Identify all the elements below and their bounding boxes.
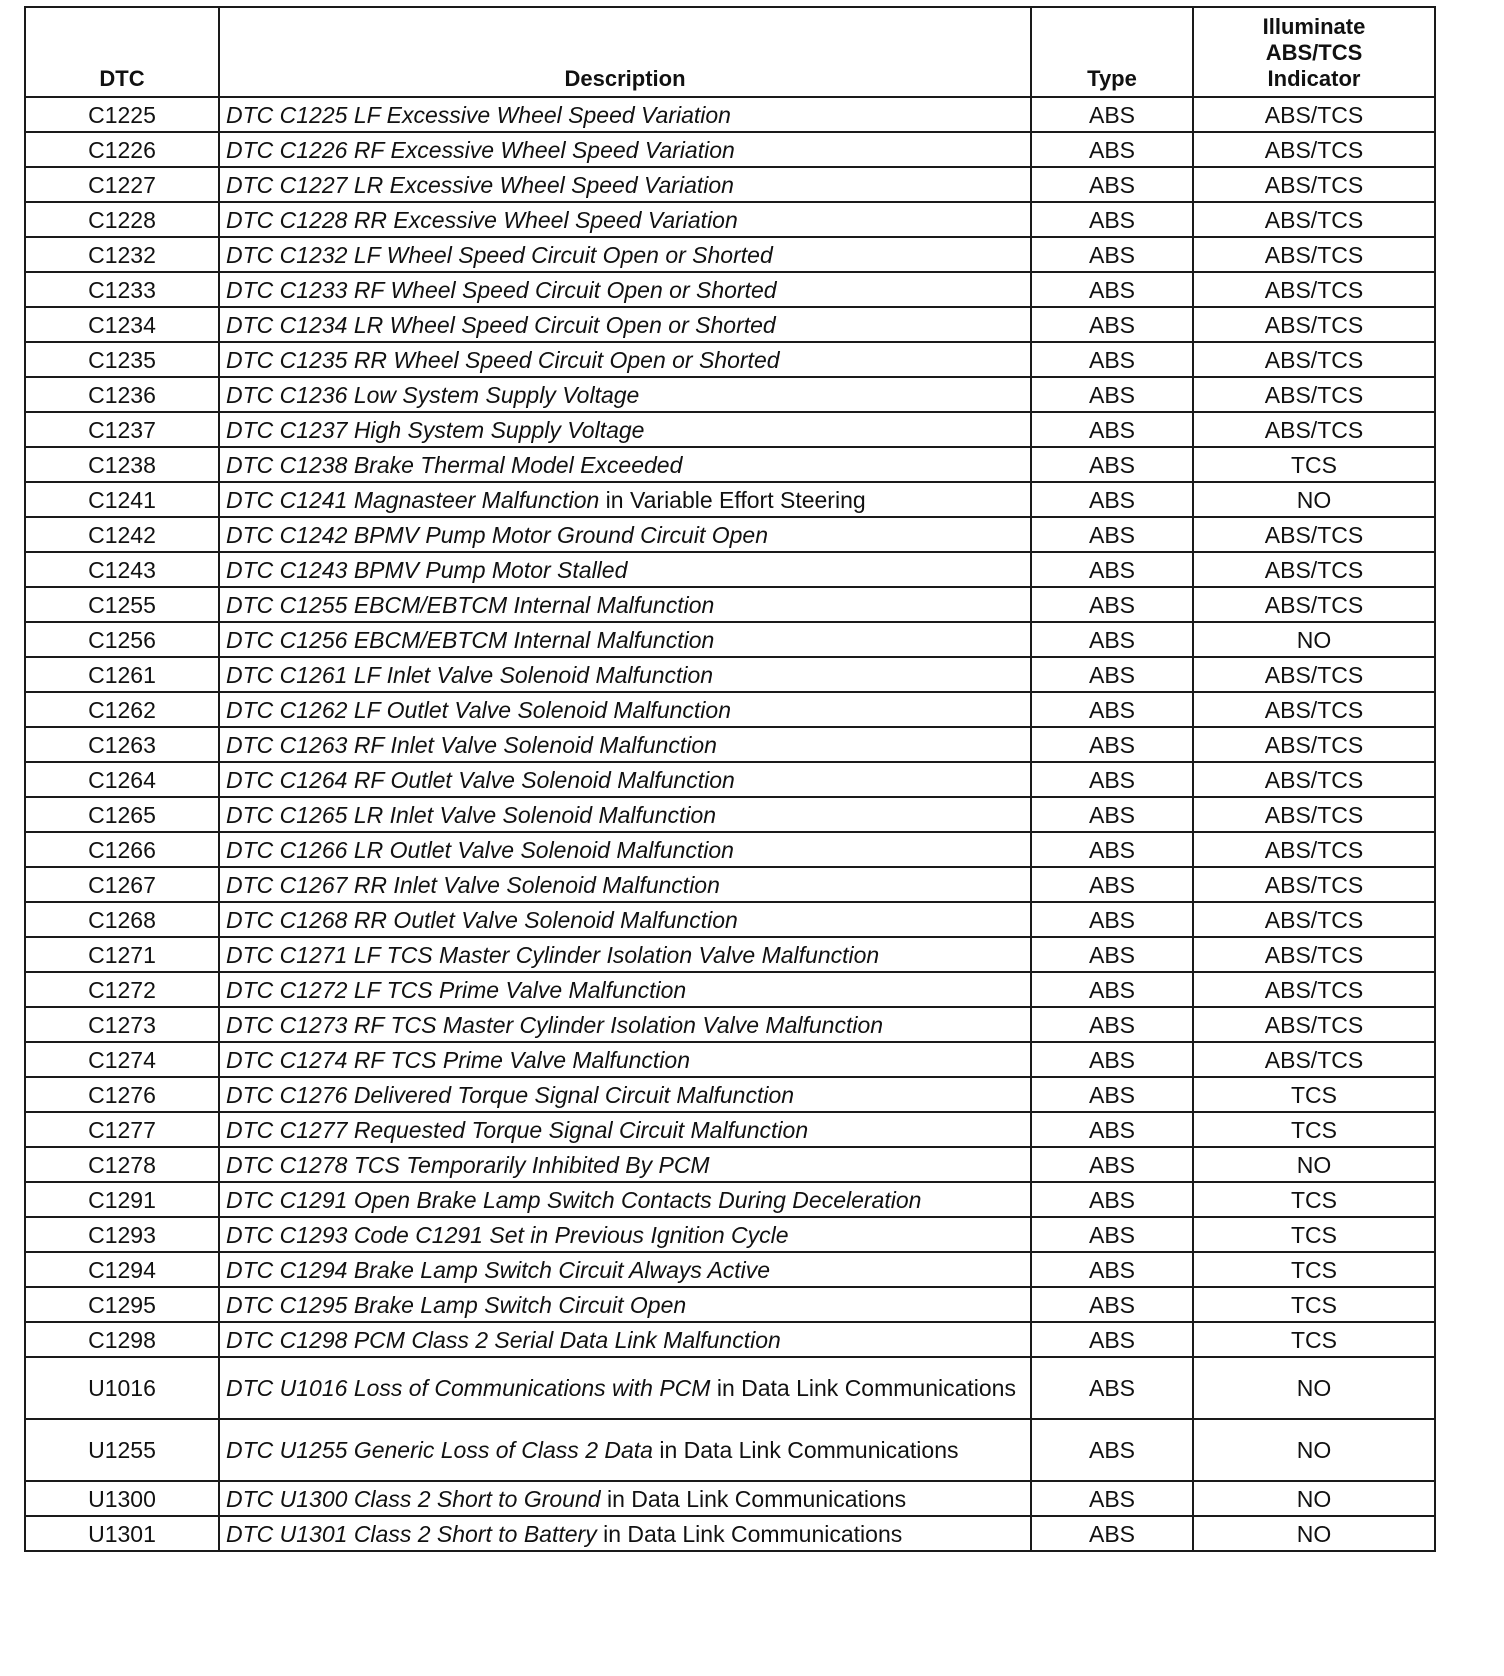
description-cell bbox=[219, 1481, 1031, 1516]
table-row bbox=[25, 552, 1435, 587]
description-cell bbox=[219, 762, 1031, 797]
table-row bbox=[25, 97, 1435, 132]
indicator-cell: NO bbox=[1193, 1147, 1435, 1182]
description-link-text: DTC C1264 RF Outlet Valve Solenoid Malfunction bbox=[226, 766, 735, 793]
dtc-code-cell: C1294 bbox=[25, 1252, 219, 1287]
dtc-code-cell: C1264 bbox=[25, 762, 219, 797]
table-row bbox=[25, 1042, 1435, 1077]
dtc-code-cell: C1233 bbox=[25, 272, 219, 307]
table-row bbox=[25, 272, 1435, 307]
indicator-cell: TCS bbox=[1193, 1182, 1435, 1217]
table-row bbox=[25, 762, 1435, 797]
header-dtc: DTC bbox=[25, 7, 219, 97]
indicator-cell: ABS/TCS bbox=[1193, 97, 1435, 132]
description-cell bbox=[219, 1182, 1031, 1217]
type-cell: ABS bbox=[1031, 272, 1193, 307]
type-cell: ABS bbox=[1031, 202, 1193, 237]
indicator-cell: ABS/TCS bbox=[1193, 272, 1435, 307]
indicator-cell: ABS/TCS bbox=[1193, 552, 1435, 587]
dtc-code-cell: C1271 bbox=[25, 937, 219, 972]
header-indicator-line3: Indicator bbox=[1267, 66, 1361, 91]
indicator-cell: ABS/TCS bbox=[1193, 377, 1435, 412]
dtc-code-cell: C1272 bbox=[25, 972, 219, 1007]
indicator-cell: ABS/TCS bbox=[1193, 902, 1435, 937]
indicator-cell: ABS/TCS bbox=[1193, 797, 1435, 832]
type-cell: ABS bbox=[1031, 552, 1193, 587]
indicator-cell: TCS bbox=[1193, 1252, 1435, 1287]
indicator-cell: TCS bbox=[1193, 1112, 1435, 1147]
table-row bbox=[25, 692, 1435, 727]
type-cell: ABS bbox=[1031, 762, 1193, 797]
description-link-text: DTC C1232 LF Wheel Speed Circuit Open or Shorted bbox=[226, 241, 773, 268]
description-cell bbox=[219, 307, 1031, 342]
type-cell: ABS bbox=[1031, 1112, 1193, 1147]
indicator-cell: ABS/TCS bbox=[1193, 202, 1435, 237]
table-row bbox=[25, 307, 1435, 342]
table-row bbox=[25, 1077, 1435, 1112]
description-cell bbox=[219, 902, 1031, 937]
description-link-text: DTC C1291 Open Brake Lamp Switch Contacts During Deceleration bbox=[226, 1186, 922, 1213]
type-cell: ABS bbox=[1031, 1419, 1193, 1481]
description-cell bbox=[219, 167, 1031, 202]
table-row bbox=[25, 1182, 1435, 1217]
dtc-code-cell: C1256 bbox=[25, 622, 219, 657]
description-link-text: DTC C1256 EBCM/EBTCM Internal Malfunction bbox=[226, 626, 715, 653]
table-row bbox=[25, 902, 1435, 937]
description-cell bbox=[219, 937, 1031, 972]
description-link-text: DTC C1266 LR Outlet Valve Solenoid Malfunction bbox=[226, 836, 734, 863]
type-cell: ABS bbox=[1031, 1217, 1193, 1252]
dtc-code-cell: C1255 bbox=[25, 587, 219, 622]
indicator-cell: ABS/TCS bbox=[1193, 132, 1435, 167]
table-body bbox=[25, 97, 1435, 1551]
description-cell bbox=[219, 622, 1031, 657]
description-suffix-text: in Data Link Communications bbox=[652, 1437, 959, 1463]
description-cell bbox=[219, 1516, 1031, 1551]
description-cell bbox=[219, 412, 1031, 447]
table-row bbox=[25, 202, 1435, 237]
dtc-code-cell: C1235 bbox=[25, 342, 219, 377]
type-cell: ABS bbox=[1031, 867, 1193, 902]
indicator-cell: ABS/TCS bbox=[1193, 517, 1435, 552]
type-cell: ABS bbox=[1031, 377, 1193, 412]
table-row bbox=[25, 482, 1435, 517]
description-link-text: DTC C1236 Low System Supply Voltage bbox=[226, 381, 640, 408]
description-suffix-text: in Variable Effort Steering bbox=[599, 486, 866, 513]
description-cell bbox=[219, 377, 1031, 412]
type-cell: ABS bbox=[1031, 167, 1193, 202]
dtc-code-cell: C1266 bbox=[25, 832, 219, 867]
table-row bbox=[25, 447, 1435, 482]
table-header bbox=[25, 7, 1435, 97]
table-row bbox=[25, 797, 1435, 832]
indicator-cell: TCS bbox=[1193, 1287, 1435, 1322]
type-cell: ABS bbox=[1031, 307, 1193, 342]
table-row bbox=[25, 237, 1435, 272]
table-row bbox=[25, 517, 1435, 552]
dtc-code-cell: C1267 bbox=[25, 867, 219, 902]
dtc-code-cell: C1273 bbox=[25, 1007, 219, 1042]
description-cell bbox=[219, 1007, 1031, 1042]
indicator-cell: ABS/TCS bbox=[1193, 657, 1435, 692]
description-link-text: DTC C1255 EBCM/EBTCM Internal Malfunction bbox=[226, 591, 715, 618]
dtc-code-cell: C1225 bbox=[25, 97, 219, 132]
table-row bbox=[25, 587, 1435, 622]
type-cell: ABS bbox=[1031, 1322, 1193, 1357]
description-cell bbox=[219, 97, 1031, 132]
description-link-text: DTC C1262 LF Outlet Valve Solenoid Malfunction bbox=[226, 696, 731, 723]
description-link-text: DTC C1242 BPMV Pump Motor Ground Circuit Open bbox=[226, 521, 768, 548]
description-link-text: DTC C1241 Magnasteer Malfunction bbox=[226, 486, 600, 513]
table-row bbox=[25, 727, 1435, 762]
description-cell bbox=[219, 1357, 1031, 1419]
description-link-text: DTC C1276 Delivered Torque Signal Circuit Malfunction bbox=[226, 1081, 795, 1108]
description-link-text: DTC C1226 RF Excessive Wheel Speed Variation bbox=[226, 136, 735, 163]
description-link-text: DTC C1278 TCS Temporarily Inhibited By PCM bbox=[226, 1151, 710, 1178]
indicator-cell: TCS bbox=[1193, 1217, 1435, 1252]
description-cell bbox=[219, 692, 1031, 727]
dtc-code-cell: C1293 bbox=[25, 1217, 219, 1252]
description-link-text: DTC C1298 PCM Class 2 Serial Data Link Malfunction bbox=[226, 1326, 781, 1353]
description-link-text: DTC C1273 RF TCS Master Cylinder Isolation Valve Malfunction bbox=[226, 1011, 884, 1038]
type-cell: ABS bbox=[1031, 1357, 1193, 1419]
dtc-code-cell: C1227 bbox=[25, 167, 219, 202]
description-link-text: DTC C1295 Brake Lamp Switch Circuit Open bbox=[226, 1291, 687, 1318]
description-cell bbox=[219, 342, 1031, 377]
header-indicator-line1: Illuminate bbox=[1262, 14, 1366, 39]
type-cell: ABS bbox=[1031, 937, 1193, 972]
indicator-cell: NO bbox=[1193, 482, 1435, 517]
indicator-cell: TCS bbox=[1193, 447, 1435, 482]
table-row bbox=[25, 132, 1435, 167]
table-row bbox=[25, 1357, 1435, 1419]
description-cell bbox=[219, 202, 1031, 237]
description-cell bbox=[219, 1042, 1031, 1077]
description-cell bbox=[219, 1419, 1031, 1481]
header-type: Type bbox=[1031, 7, 1193, 97]
table-row bbox=[25, 1112, 1435, 1147]
type-cell: ABS bbox=[1031, 832, 1193, 867]
table-row bbox=[25, 1007, 1435, 1042]
description-link-text: DTC U1016 Loss of Communications with PCM bbox=[226, 1375, 711, 1401]
type-cell: ABS bbox=[1031, 1287, 1193, 1322]
table-row bbox=[25, 1481, 1435, 1516]
description-link-text: DTC C1277 Requested Torque Signal Circuit Malfunction bbox=[226, 1116, 809, 1143]
dtc-code-cell: C1291 bbox=[25, 1182, 219, 1217]
type-cell: ABS bbox=[1031, 1252, 1193, 1287]
description-cell bbox=[219, 727, 1031, 762]
indicator-cell: NO bbox=[1193, 622, 1435, 657]
indicator-cell: NO bbox=[1193, 1419, 1435, 1481]
type-cell: ABS bbox=[1031, 587, 1193, 622]
type-cell: ABS bbox=[1031, 132, 1193, 167]
dtc-code-cell: C1274 bbox=[25, 1042, 219, 1077]
type-cell: ABS bbox=[1031, 482, 1193, 517]
dtc-code-cell: C1232 bbox=[25, 237, 219, 272]
description-link-text: DTC C1294 Brake Lamp Switch Circuit Always Active bbox=[226, 1256, 771, 1283]
dtc-code-cell: C1276 bbox=[25, 1077, 219, 1112]
description-link-text: DTC U1301 Class 2 Short to Battery bbox=[226, 1520, 597, 1547]
dtc-code-cell: C1295 bbox=[25, 1287, 219, 1322]
dtc-code-cell: C1262 bbox=[25, 692, 219, 727]
indicator-cell: NO bbox=[1193, 1357, 1435, 1419]
table-row bbox=[25, 1322, 1435, 1357]
indicator-cell: TCS bbox=[1193, 1322, 1435, 1357]
indicator-cell: ABS/TCS bbox=[1193, 342, 1435, 377]
header-indicator-line2: ABS/TCS bbox=[1265, 40, 1363, 65]
description-link-text: DTC C1268 RR Outlet Valve Solenoid Malfunction bbox=[226, 906, 738, 933]
table-row bbox=[25, 832, 1435, 867]
type-cell: ABS bbox=[1031, 517, 1193, 552]
type-cell: ABS bbox=[1031, 342, 1193, 377]
indicator-cell: ABS/TCS bbox=[1193, 167, 1435, 202]
description-cell bbox=[219, 587, 1031, 622]
description-link-text: DTC C1267 RR Inlet Valve Solenoid Malfunction bbox=[226, 871, 720, 898]
description-link-text: DTC U1255 Generic Loss of Class 2 Data bbox=[226, 1437, 653, 1463]
indicator-cell: ABS/TCS bbox=[1193, 1042, 1435, 1077]
description-link-text: DTC C1265 LR Inlet Valve Solenoid Malfunction bbox=[226, 801, 717, 828]
table-row bbox=[25, 377, 1435, 412]
description-link-text: DTC C1233 RF Wheel Speed Circuit Open or Shorted bbox=[226, 276, 777, 303]
type-cell: ABS bbox=[1031, 622, 1193, 657]
description-suffix-text: in Data Link Communications bbox=[596, 1520, 903, 1547]
description-cell bbox=[219, 272, 1031, 307]
table-row bbox=[25, 342, 1435, 377]
table-row bbox=[25, 972, 1435, 1007]
dtc-code-cell: U1300 bbox=[25, 1481, 219, 1516]
type-cell: ABS bbox=[1031, 1182, 1193, 1217]
description-cell bbox=[219, 1287, 1031, 1322]
indicator-cell: NO bbox=[1193, 1516, 1435, 1551]
table-row bbox=[25, 1287, 1435, 1322]
description-link-text: DTC C1237 High System Supply Voltage bbox=[226, 416, 645, 443]
table-row bbox=[25, 867, 1435, 902]
type-cell: ABS bbox=[1031, 1042, 1193, 1077]
dtc-code-cell: C1242 bbox=[25, 517, 219, 552]
type-cell: ABS bbox=[1031, 692, 1193, 727]
description-cell bbox=[219, 1217, 1031, 1252]
dtc-code-cell: C1238 bbox=[25, 447, 219, 482]
indicator-cell: ABS/TCS bbox=[1193, 692, 1435, 727]
indicator-cell: ABS/TCS bbox=[1193, 412, 1435, 447]
type-cell: ABS bbox=[1031, 1481, 1193, 1516]
type-cell: ABS bbox=[1031, 1147, 1193, 1182]
description-link-text: DTC C1272 LF TCS Prime Valve Malfunction bbox=[226, 976, 687, 1003]
table-row bbox=[25, 1217, 1435, 1252]
type-cell: ABS bbox=[1031, 1007, 1193, 1042]
table-row bbox=[25, 1147, 1435, 1182]
dtc-code-cell: C1265 bbox=[25, 797, 219, 832]
description-cell bbox=[219, 482, 1031, 517]
type-cell: ABS bbox=[1031, 237, 1193, 272]
dtc-code-cell: C1241 bbox=[25, 482, 219, 517]
header-description: Description bbox=[219, 7, 1031, 97]
dtc-code-cell: C1261 bbox=[25, 657, 219, 692]
description-cell bbox=[219, 867, 1031, 902]
type-cell: ABS bbox=[1031, 447, 1193, 482]
indicator-cell: ABS/TCS bbox=[1193, 937, 1435, 972]
description-cell bbox=[219, 972, 1031, 1007]
description-link-text: DTC C1228 RR Excessive Wheel Speed Variation bbox=[226, 206, 738, 233]
type-cell: ABS bbox=[1031, 797, 1193, 832]
description-suffix-text: in Data Link Communications bbox=[710, 1375, 1016, 1401]
dtc-code-cell: U1255 bbox=[25, 1419, 219, 1481]
table-row bbox=[25, 1252, 1435, 1287]
dtc-code-cell: C1226 bbox=[25, 132, 219, 167]
description-suffix-text: in Data Link Communications bbox=[600, 1485, 907, 1512]
type-cell: ABS bbox=[1031, 1516, 1193, 1551]
dtc-code-cell: C1234 bbox=[25, 307, 219, 342]
indicator-cell: ABS/TCS bbox=[1193, 307, 1435, 342]
dtc-code-cell: C1228 bbox=[25, 202, 219, 237]
header-indicator bbox=[1193, 7, 1435, 97]
type-cell: ABS bbox=[1031, 727, 1193, 762]
indicator-cell: TCS bbox=[1193, 1077, 1435, 1112]
header-row bbox=[25, 7, 1435, 97]
description-link-text: DTC C1263 RF Inlet Valve Solenoid Malfunction bbox=[226, 731, 717, 758]
table-row bbox=[25, 622, 1435, 657]
description-link-text: DTC C1243 BPMV Pump Motor Stalled bbox=[226, 556, 628, 583]
type-cell: ABS bbox=[1031, 972, 1193, 1007]
description-cell bbox=[219, 1147, 1031, 1182]
description-cell bbox=[219, 1077, 1031, 1112]
type-cell: ABS bbox=[1031, 412, 1193, 447]
dtc-code-cell: C1298 bbox=[25, 1322, 219, 1357]
indicator-cell: NO bbox=[1193, 1481, 1435, 1516]
description-cell bbox=[219, 132, 1031, 167]
description-link-text: DTC C1234 LR Wheel Speed Circuit Open or Shorted bbox=[226, 311, 776, 338]
indicator-cell: ABS/TCS bbox=[1193, 727, 1435, 762]
indicator-cell: ABS/TCS bbox=[1193, 1007, 1435, 1042]
description-cell bbox=[219, 1252, 1031, 1287]
description-link-text: DTC C1238 Brake Thermal Model Exceeded bbox=[226, 451, 683, 478]
description-link-text: DTC C1274 RF TCS Prime Valve Malfunction bbox=[226, 1046, 690, 1073]
description-link-text: DTC C1235 RR Wheel Speed Circuit Open or Shorted bbox=[226, 346, 780, 373]
description-cell bbox=[219, 832, 1031, 867]
type-cell: ABS bbox=[1031, 97, 1193, 132]
dtc-code-cell: U1301 bbox=[25, 1516, 219, 1551]
indicator-cell: ABS/TCS bbox=[1193, 762, 1435, 797]
table-row bbox=[25, 1419, 1435, 1481]
description-cell bbox=[219, 447, 1031, 482]
dtc-code-cell: C1263 bbox=[25, 727, 219, 762]
table-row bbox=[25, 657, 1435, 692]
dtc-code-cell: C1277 bbox=[25, 1112, 219, 1147]
description-link-text: DTC C1293 Code C1291 Set in Previous Ignition Cycle bbox=[226, 1221, 789, 1248]
dtc-code-cell: U1016 bbox=[25, 1357, 219, 1419]
dtc-code-cell: C1268 bbox=[25, 902, 219, 937]
description-link-text: DTC C1225 LF Excessive Wheel Speed Variation bbox=[226, 101, 731, 128]
dtc-table bbox=[24, 6, 1436, 1552]
indicator-cell: ABS/TCS bbox=[1193, 587, 1435, 622]
table-row bbox=[25, 167, 1435, 202]
table-row bbox=[25, 412, 1435, 447]
description-cell bbox=[219, 1112, 1031, 1147]
indicator-cell: ABS/TCS bbox=[1193, 867, 1435, 902]
description-cell bbox=[219, 552, 1031, 587]
type-cell: ABS bbox=[1031, 657, 1193, 692]
dtc-code-cell: C1237 bbox=[25, 412, 219, 447]
description-link-text: DTC C1261 LF Inlet Valve Solenoid Malfunction bbox=[226, 661, 714, 688]
indicator-cell: ABS/TCS bbox=[1193, 972, 1435, 1007]
indicator-cell: ABS/TCS bbox=[1193, 237, 1435, 272]
description-link-text: DTC U1300 Class 2 Short to Ground bbox=[226, 1485, 601, 1512]
dtc-code-cell: C1243 bbox=[25, 552, 219, 587]
table-row bbox=[25, 937, 1435, 972]
description-link-text: DTC C1227 LR Excessive Wheel Speed Variation bbox=[226, 171, 734, 198]
dtc-code-cell: C1236 bbox=[25, 377, 219, 412]
description-cell bbox=[219, 797, 1031, 832]
description-cell bbox=[219, 1322, 1031, 1357]
description-cell bbox=[219, 517, 1031, 552]
description-cell bbox=[219, 657, 1031, 692]
dtc-code-cell: C1278 bbox=[25, 1147, 219, 1182]
indicator-cell: ABS/TCS bbox=[1193, 832, 1435, 867]
type-cell: ABS bbox=[1031, 1077, 1193, 1112]
table-row bbox=[25, 1516, 1435, 1551]
description-link-text: DTC C1271 LF TCS Master Cylinder Isolation Valve Malfunction bbox=[226, 941, 880, 968]
type-cell: ABS bbox=[1031, 902, 1193, 937]
description-cell bbox=[219, 237, 1031, 272]
